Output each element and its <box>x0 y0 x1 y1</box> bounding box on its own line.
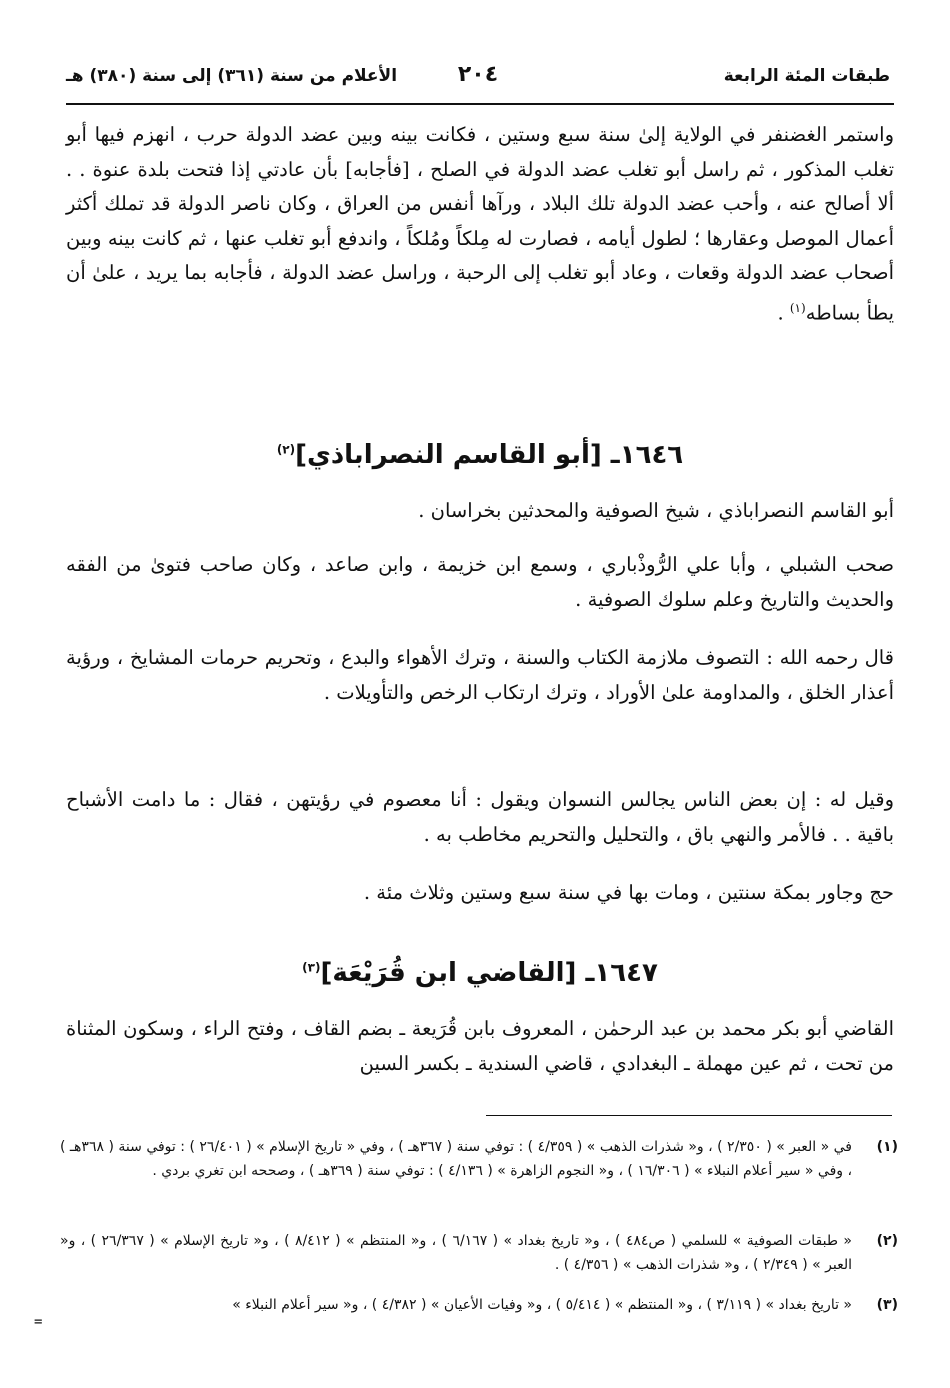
entry-1647-paragraph-1: القاضي أبو بكر محمد بن عبد الرحمٰن ، المعروف بابن قُرَيعة ـ بضم القاف ، وفتح الراء ، وسكون المثناة من تحت ، ثم عين مهملة ـ البغدادي ، قاضي السندية ـ بكسر السين <box>66 1017 894 1075</box>
opening-paragraph <box>66 118 894 331</box>
opening-paragraph-end: . <box>777 301 790 324</box>
footnote-separator <box>486 1115 892 1116</box>
entry-heading-1646 <box>66 440 894 470</box>
entry-1646-paragraph-2: صحب الشبلي ، وأبا علي الرُّوذْباري ، وسمع ابن خزيمة ، وابن صاعد ، وكان صاحب فتوىٰ من الفقه والحديث والتاريخ وعلم سلوك الصوفية . <box>66 553 894 611</box>
entry-1646-paragraph-5: حج وجاور بمكة سنتين ، ومات بها في سنة سبع وستين وثلاث مئة . <box>363 881 894 904</box>
page-number: ٢٠٤ <box>457 62 499 87</box>
footnote-number-2: (٢) <box>876 1233 898 1249</box>
footnote-ref-2: (٢) <box>276 442 296 457</box>
footnote-ref-3: (٣) <box>302 960 321 975</box>
entry-heading-1647 <box>66 958 894 988</box>
footnote-text-1: في « العبر » ( ٢/٣٥٠ ) ، و« شذرات الذهب » ( ٤/٣٥٩ ) : توفي سنة ( ٣٦٧هـ ) ، وفي « تاريخ الإسلام » ( ٢٦/٤٠١ ) : توفي سنة ( ٣٦٨هـ ) ، وفي « سير أعلام النبلاء » ( ١٦/٣٠٦ ) ، و« النجوم الزاهرة » ( ٤/١٣٦ ) : توفي سنة ( ٣٦٩هـ ) ، وصححه ابن تغري بردي . <box>60 1139 853 1179</box>
footnote-text-3: « تاريخ بغداد » ( ٣/١١٩ ) ، و« المنتظم » ( ٥/٤١٤ ) ، و« وفيات الأعيان » ( ٤/٣٨٢ ) ، و« سير أعلام النبلاء » <box>232 1297 852 1313</box>
footnote-text-2: « طبقات الصوفية » للسلمي ( ص٤٨٤ ) ، و« تاريخ بغداد » ( ٦/١٦٧ ) ، و« المنتظم » ( ٨/٤١٢ ) ، و« تاريخ الإسلام » ( ٢٦/٣٦٧ ) ، و« العبر » ( ٢/٣٤٩ ) ، و« شذرات الذهب » ( ٤/٣٥٦ ) . <box>60 1233 852 1273</box>
footnote-2 <box>60 1230 898 1277</box>
entry-1646-paragraph-3: قال رحمه الله : التصوف ملازمة الكتاب والسنة ، وترك الأهواء والبدع ، وتحريم حرمات المشايخ ، ورؤية أعذار الخلق ، والمداومة علىٰ الأوراد ، وترك ارتكاب الرخص والتأويلات . <box>66 646 894 704</box>
footnote-ref-1: (١) <box>789 300 806 315</box>
entry-1646-paragraph-4: وقيل له : إن بعض الناس يجالس النسوان ويقول : أنا معصوم في رؤيتهن ، فقال : ما دامت الأشباح باقية . . فالأمر والنهي باق ، والتحليل والتحريم مخاطب به . <box>66 788 894 846</box>
book-title: طبقات المئة الرابعة <box>723 66 890 86</box>
entry-1646-paragraph-1: أبو القاسم النصراباذي ، شيخ الصوفية والمحدثين بخراسان . <box>418 499 894 522</box>
footnote-1 <box>60 1136 898 1183</box>
header-rule <box>66 103 894 105</box>
entry-heading-1646-text: ١٦٤٦ـ [أبو القاسم النصراباذي] <box>295 440 684 470</box>
running-header <box>66 62 890 100</box>
section-range: الأعلام من سنة (٣٦١) إلى سنة (٣٨٠) هـ <box>66 66 398 86</box>
continuation-mark: = <box>34 1314 43 1330</box>
footnote-3 <box>60 1294 898 1318</box>
footnote-number-3: (٣) <box>876 1297 898 1313</box>
entry-heading-1647-text: ١٦٤٧ـ [القاضي ابن قُرَيْعَة] <box>320 958 658 988</box>
opening-paragraph-text: واستمر الغضنفر في الولاية إلىٰ سنة سبع وستين ، فكانت بينه وبين عضد الدولة حرب ، انهزم فيها أبو تغلب المذكور ، ثم راسل أبو تغلب عضد الدولة في الصلح ، [فأجابه] بأن عادتي إذا فتحت بلدة عنوة . . ألا أصالح عنه ، وأحب عضد الدولة تلك البلاد ، ورآها أنفس من العراق ، وكان ناصر الدولة قد تملك أكثر أعمال الموصل وعقارها ؛ لطول أيامه ، فصارت له مِلكاً ومُلكاً ، واندفع أبو تغلب عنها ، ثم كانت بينه وبين أصحاب عضد الدولة وقعات ، وعاد أبو تغلب إلى الرحبة ، وراسل عضد الدولة ، فأجابه بما يريد ، علىٰ أن يطأ بساطه <box>66 123 894 324</box>
footnote-number-1: (١) <box>876 1139 898 1155</box>
